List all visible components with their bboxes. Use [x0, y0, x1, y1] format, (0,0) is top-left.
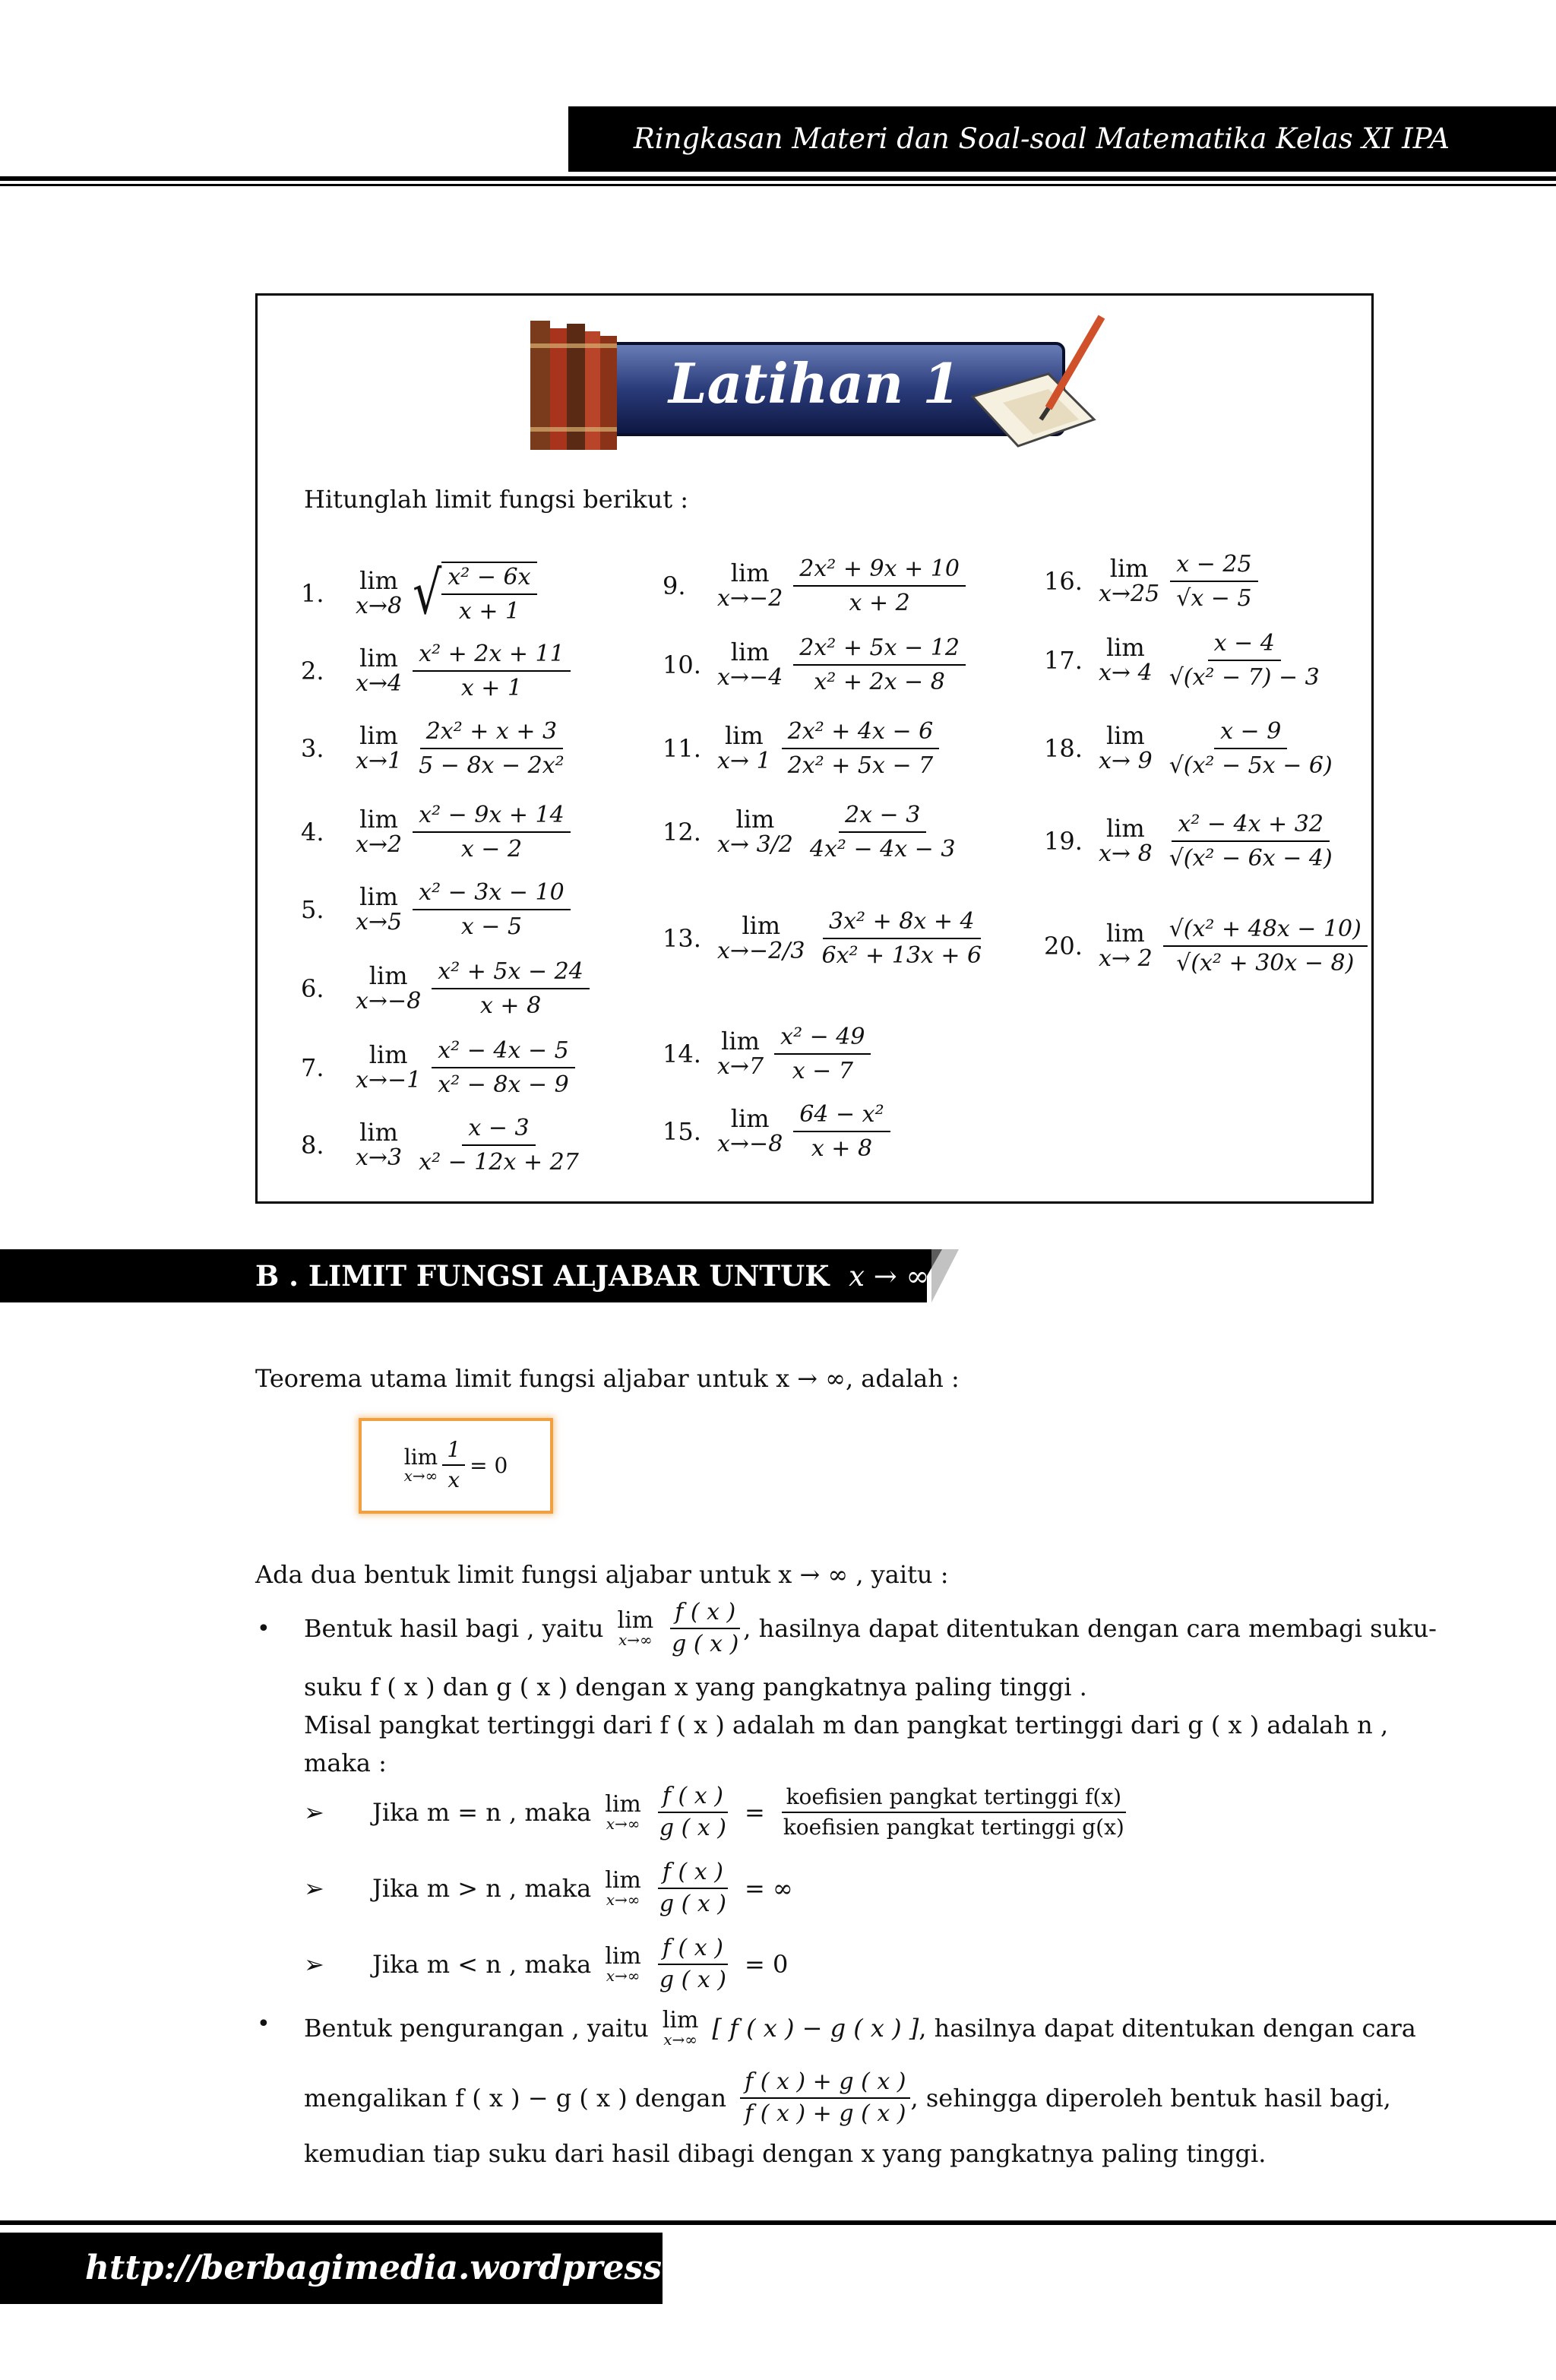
fraction: $\frac{\text{x² − 3x − 10}}{x - 5}$	[413, 878, 571, 942]
fraction: $\frac{x - 4}{\text{√(x² − 7) − 3}}$	[1169, 629, 1320, 691]
exercise-item-16: 16. lim x→25 $\frac{x - 25}{√x - 5}$	[1044, 547, 1258, 616]
bullet-1-line-3: Misal pangkat tertinggi dari f ( x ) adalah m dan pangkat tertinggi dari g ( x ) adalah n ,	[304, 1711, 1389, 1739]
exercise-item-11: 11. lim x→ 1 $\frac{\text{2x² + 4x − 6}}{\text{2x² + 5x − 7}}$	[663, 714, 939, 783]
banner-title: Latihan 1	[669, 351, 961, 416]
fraction: $\frac{\text{x² − 49}}{x - 7}$	[774, 1023, 871, 1086]
fraction: $\frac{x - 3}{\text{x² − 12x + 27}}$	[419, 1114, 579, 1176]
case-m-less-n: Jika m < n , maka lim x→∞ $\frac{f ( x )}{g ( x )}$ = 0	[372, 1935, 789, 1993]
header-title: Ringkasan Materi dan Soal-soal Matematika Kelas XI IPA Semester 2	[633, 122, 1450, 220]
fraction: $\frac{\text{2x² + 9x + 10}}{x + 2}$	[793, 555, 966, 618]
root-sign: √	[413, 559, 442, 628]
fraction: $\frac{\text{x² − 4x + 32}}{\text{√(x² − 6x − 4)}}$	[1169, 810, 1333, 872]
fraction: $\frac{2x - 3}{\text{4x² − 4x − 3}}$	[809, 801, 956, 862]
exercise-item-4: 4. lim x→2 $\frac{\text{x² − 9x + 14}}{x - 2}$	[301, 798, 571, 866]
fraction: $\frac{\text{x² + 5x − 24}}{x + 8}$	[432, 957, 590, 1021]
arrow-bullet-icon: ➢	[304, 1874, 324, 1903]
exercise-item-6: 6. lim x→−8 $\frac{\text{x² + 5x − 24}}{x + 8}$	[301, 954, 590, 1023]
bullet-2-line-3: kemudian tiap suku dari hasil dibagi dengan x yang pangkatnya paling tinggi.	[304, 2139, 1267, 2168]
fraction: $\frac{x - 9}{\text{√(x² − 5x − 6)}}$	[1169, 717, 1333, 779]
exercise-item-20: 20. lim x→ 2 $\frac{\text{√(x² + 48x − 10)}}{\text{√(x² + 30x − 8)}}$	[1044, 912, 1368, 980]
books-icon	[530, 321, 617, 450]
exercise-item-12: 12. lim x→ 3/2 $\frac{2x - 3}{\text{4x² − 4x − 3}}$	[663, 798, 961, 866]
fraction: $\frac{\text{x² − 4x − 5}}{\text{x² − 8x − 9}}$	[432, 1037, 574, 1100]
theorem-formula: lim x→∞ $\frac{1}{x}$ = 0	[403, 1437, 508, 1492]
exercise-item-1	[301, 559, 537, 628]
bullet-dot: •	[257, 1616, 270, 1642]
exercise-item-5: 5. lim x→5 $\frac{\text{x² − 3x − 10}}{x - 5}$	[301, 875, 571, 944]
bullet-dot: •	[257, 2011, 270, 2037]
bullet-2-line: Bentuk pengurangan , yaitu lim x→∞ [ f ( x ) − g ( x ) ] , hasilnya dapat ditentukan dengan cara	[304, 2007, 1416, 2049]
exercise-item-9: 9. lim x→−2 $\frac{\text{2x² + 9x + 10}}{x + 2}$	[663, 552, 966, 620]
section-b-heading: B . LIMIT FUNGSI ALJABAR UNTUK x → ∞	[255, 1259, 930, 1293]
case-m-greater-n: Jika m > n , maka lim x→∞ $\frac{f ( x )}{g ( x )}$ = ∞	[372, 1859, 793, 1917]
fraction: $\frac{\text{3x² + 8x + 4}}{\text{6x² + 13x + 6}}$	[821, 907, 982, 969]
footer-url-link[interactable]: http://berbagimedia.wordpress.com	[85, 2249, 752, 2287]
exercise-item-2: 2. lim x→4 $\frac{\text{x² + 2x + 11}}{x + 1}$	[301, 637, 571, 705]
exercise-item-3: 3. lim x→1 $\frac{\text{2x² + x + 3}}{\text{5 − 8x − 2x²}}$	[301, 714, 571, 783]
footer-rule	[0, 2220, 1556, 2225]
fraction: $\frac{\text{x² − 6x}}{x + 1}$	[441, 562, 536, 626]
bullet-1-line: Bentuk hasil bagi , yaitu lim x→∞ $\frac{f ( x )}{g ( x )}$ , hasilnya dapat ditentukan dengan cara membagi suku-	[304, 1599, 1437, 1657]
section-b-accent	[931, 1249, 959, 1302]
exercise-item-13: 13. lim x→−2/3 $\frac{\text{3x² + 8x + 4}}{\text{6x² + 13x + 6}}$	[663, 904, 988, 973]
exercise-item-8: 8. lim x→3 $\frac{x - 3}{\text{x² − 12x + 27}}$	[301, 1111, 585, 1179]
header-rule-thin	[0, 184, 1556, 186]
bullet-2-line-2: mengalikan f ( x ) − g ( x ) dengan $\frac{f ( x ) + g ( x )}{f ( x ) + g ( x )}$ , sehingga diperoleh bentuk hasil bagi,	[304, 2068, 1391, 2127]
arrow-bullet-icon: ➢	[304, 1798, 324, 1827]
exercise-intro: Hitunglah limit fungsi berikut :	[304, 485, 689, 514]
limit-operator: lim x→∞	[617, 1607, 654, 1649]
theorem-intro: Teorema utama limit fungsi aljabar untuk x → ∞, adalah :	[255, 1364, 960, 1393]
limit-operator: lim x→8	[356, 566, 403, 620]
fraction: $\frac{\text{x² + 2x + 11}}{x + 1}$	[413, 640, 571, 703]
fraction: $\frac{\text{√(x² + 48x − 10)}}{\text{√(x² + 30x − 8)}}$	[1163, 915, 1368, 978]
fraction: $\frac{\text{2x² + x + 3}}{\text{5 − 8x − 2x²}}$	[419, 717, 565, 779]
bullet-1-line-4: maka :	[304, 1749, 387, 1777]
header-rule	[0, 176, 1556, 181]
bullet-1-line-2: suku f ( x ) dan g ( x ) dengan x yang pangkatnya paling tinggi .	[304, 1673, 1087, 1701]
fraction: $\frac{x - 25}{√x - 5}$	[1170, 550, 1257, 613]
exercise-item-14: 14. lim x→7 $\frac{\text{x² − 49}}{x - 7}$	[663, 1020, 871, 1088]
fraction: $\frac{\text{64 − x²}}{x + 8}$	[793, 1100, 890, 1163]
exercise-item-18: 18. lim x→ 9 $\frac{x - 9}{\text{√(x² − 5x − 6)}}$	[1044, 714, 1339, 783]
fraction: $\frac{\text{x² − 9x + 14}}{x - 2}$	[413, 801, 571, 864]
exercise-item-7: 7. lim x→−1 $\frac{\text{x² − 4x − 5}}{\text{x² − 8x − 9}}$	[301, 1033, 575, 1102]
exercise-item-10: 10. lim x→−4 $\frac{\text{2x² + 5x − 12}}{\text{x² + 2x − 8}}$	[663, 631, 966, 699]
exercise-item-19: 19. lim x→ 8 $\frac{\text{x² − 4x + 32}}{\text{√(x² − 6x − 4)}}$	[1044, 807, 1339, 875]
case-m-equal-n: Jika m = n , maka lim x→∞ $\frac{f ( x )}{g ( x )}$ = $\frac{\text{koefisien pangkat tertinggi f(x)}}{\text{koefisien pangkat tertinggi g(x)}}$	[372, 1778, 1129, 1847]
fraction: $\frac{\text{2x² + 4x − 6}}{\text{2x² + 5x − 7}}$	[782, 717, 940, 780]
fraction: $\frac{f ( x )}{g ( x )}$	[672, 1599, 739, 1657]
arrow-bullet-icon: ➢	[304, 1950, 324, 1979]
item-number: 1.	[301, 579, 324, 608]
exercise-item-17: 17. lim x→ 4 $\frac{x - 4}{\text{√(x² − 7) − 3}}$	[1044, 626, 1326, 695]
fraction: $\frac{\text{2x² + 5x − 12}}{\text{x² + 2x − 8}}$	[793, 634, 966, 697]
forms-intro: Ada dua bentuk limit fungsi aljabar untuk x → ∞ , yaitu :	[255, 1560, 949, 1589]
exercise-item-15: 15. lim x→−8 $\frac{\text{64 − x²}}{x + 8}$	[663, 1097, 890, 1166]
